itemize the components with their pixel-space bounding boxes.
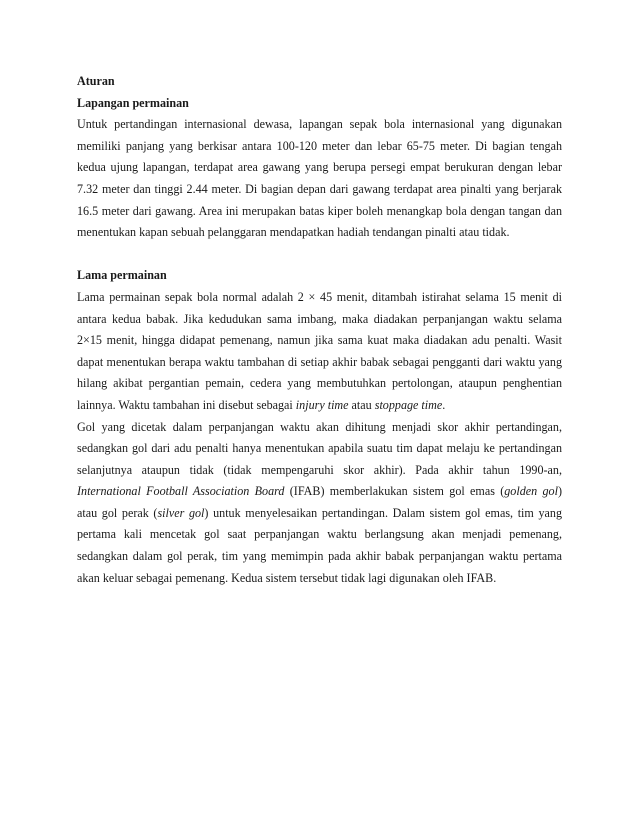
text-run: ) atau gol perak ( xyxy=(77,484,562,520)
term-ifab: International Football Association Board xyxy=(77,484,285,499)
text-run: Gol yang dicetak dalam perpanjangan waktu akan dihitung menjadi skor akhir pertandingan, sedangkan gol dari adu penalti hanya menentukan apabila suatu tim dapat melaju ke pertandingan selanjutnya ataupun tidak (tidak mempengaruhi skor akhir). Pada akhir tahun 1990-an, xyxy=(77,419,562,477)
section-heading-field: Lapangan permainan xyxy=(77,95,189,110)
text-run: ) untuk menyelesaikan pertandingan. Dalam sistem gol emas, tim yang pertama kali mencetak gol saat perpanjangan waktu berlangsung akan menjadi pemenang, sedangkan dalam gol perak, tim yang memimpin pada akhir babak perpanjangan waktu pertama akan keluar sebagai pemenang. Kedua sistem tersebut tidak lagi digunakan oleh IFAB. xyxy=(77,505,562,585)
spacer xyxy=(77,244,562,266)
section-heading-duration: Lama permainan xyxy=(77,268,167,283)
term-golden-gol: golden gol xyxy=(504,484,558,499)
paragraph-field: Untuk pertandingan internasional dewasa, lapangan sepak bola internasional yang digunakan memiliki panjang yang berkisar antara 100-120 meter dan lebar 65-75 meter. Di bagian tengah kedua ujung lapangan, terdapat area gawang yang berupa persegi empat berukuran dengan lebar 7.32 meter dan tinggi 2.44 meter. Di bagian depan dari gawang terdapat area pinalti yang berjarak 16.5 meter dari gawang. Area ini merupakan batas kiper boleh menangkap bola dengan tangan dan menentukan kapan sebuah pelanggaran mendapatkan hadiah tendangan pinalti atau tidak. xyxy=(77,117,562,240)
text-run: atau xyxy=(348,397,375,412)
text-run: . xyxy=(442,397,446,412)
document-title: Aturan xyxy=(77,74,115,88)
term-injury-time: injury time xyxy=(295,397,349,412)
paragraph-duration xyxy=(77,287,562,417)
term-stoppage-time: stoppage time xyxy=(374,397,443,412)
text-run: (IFAB) memberlakukan sistem gol emas ( xyxy=(284,484,505,499)
term-silver-gol: silver gol xyxy=(157,505,205,520)
paragraph-golden-goal xyxy=(77,417,562,590)
text-run: Lama permainan sepak bola normal adalah 2 × 45 menit, ditambah istirahat selama 15 menit di antara kedua babak. Jika kedudukan sama imbang, maka diadakan perpanjangan waktu selama 2×15 menit, hingga didapat pemenang, namun jika sama kuat maka diadakan adu penalti. Wasit dapat menentukan berapa waktu tambahan di setiap akhir babak sebagai pengganti dari waktu yang hilang akibat pergantian pemain, cedera yang membutuhkan pertolongan, ataupun penghentian lainnya. Waktu tambahan ini disebut sebagai xyxy=(77,289,562,412)
document-body xyxy=(77,71,562,589)
